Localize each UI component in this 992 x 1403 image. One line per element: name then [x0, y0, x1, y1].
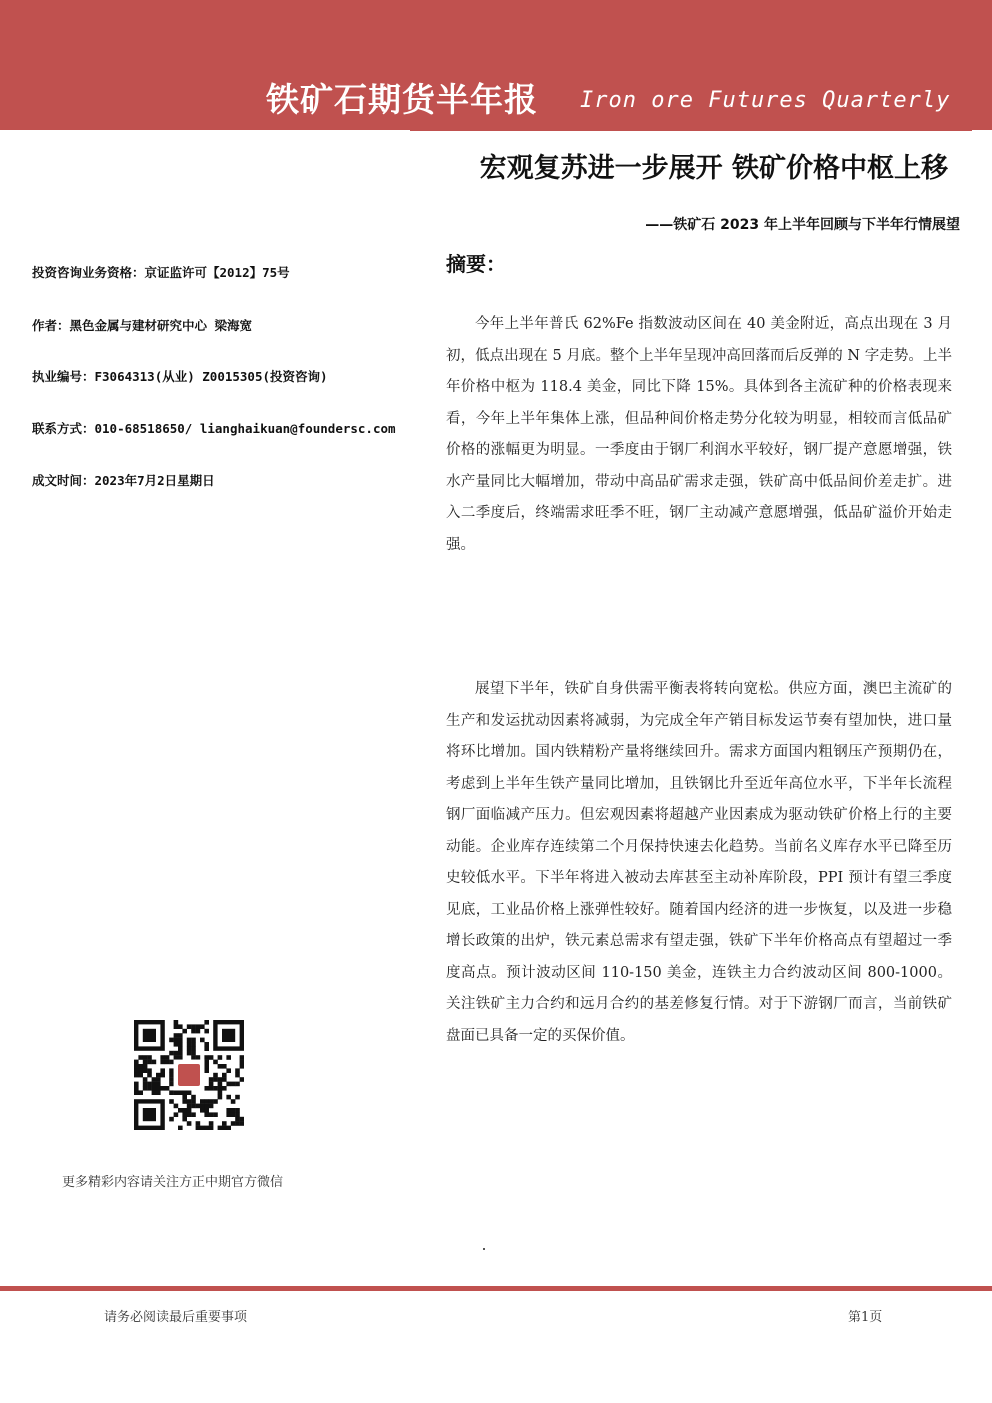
page-number: 第1页: [848, 1310, 883, 1325]
summary-title: 摘要：: [446, 252, 506, 276]
qr-caption: 更多精彩内容请关注方正中期官方微信: [62, 1175, 284, 1190]
footer-divider: [0, 1286, 992, 1291]
report-subheadline: ——铁矿石 2023 年上半年回顾与下半年行情展望: [645, 217, 960, 233]
meta-author: 作者：黑色金属与建材研究中心 梁海宽: [32, 318, 253, 333]
page-mark: [483, 1248, 485, 1250]
summary-paragraph-2: 展望下半年，铁矿自身供需平衡表将转向宽松。供应方面，澳巴主流矿的生产和发运扰动因素将减弱，为完成全年产销目标发运节奏有望加快，进口量将环比增加。国内铁精粉产量将继续回升。需求方面国内粗钢压产预期仍在，考虑到上半年生铁产量同比增加，且铁钢比升至近年高位水平，下半年长流程钢厂面临减产压力。但宏观因素将超越产业因素成为驱动铁矿价格上行的主要动能。企业库存连续第二个月保持快速去化趋势。当前名义库存水平已降至历史较低水平。下半年将进入被动去库甚至主动补库阶段，PPI 预计有望三季度见底，工业品价格上涨弹性较好。随着国内经济的进一步恢复，以及进一步稳增长政策的出炉，铁元素总需求有望走强，铁矿下半年价格高点有望超过一季度高点。预计波动区间 110-150 美金，连铁主力合约波动区间 800-1000。关注铁矿主力合约和远月合约的基差修复行情。对于下游钢厂而言，当前铁矿盘面已具备一定的买保价值。: [446, 681, 952, 1044]
report-series-title: 铁矿石期货半年报: [266, 80, 538, 119]
report-headline: 宏观复苏进一步展开 铁矿价格中枢上移: [479, 153, 948, 184]
meta-contact: 联系方式：010-68518650/ lianghaikuan@foundersc.com: [32, 421, 396, 436]
meta-registration: 执业编号：F3064313(从业) Z0015305(投资咨询): [32, 369, 328, 384]
summary-paragraph-1: 今年上半年普氏 62%Fe 指数波动区间在 40 美金附近，高点出现在 3 月初，低点出现在 5 月底。整个上半年呈现冲高回落而后反弹的 N 字走势。上半年价格中枢为 118.4 美金，同比下降 15%。具体到各主流矿种的价格表现来看，今年上半年集体上涨，但品种间价格走势分化较为明显，相较而言低品矿价格的涨幅更为明显。一季度由于钢厂利润水平较好，钢厂提产意愿增强，铁水产量同比大幅增加，带动中高品矿需求走强，铁矿高中低品间价差走扩。进入二季度后，终端需求旺季不旺，钢厂主动减产意愿增强，低品矿溢价开始走强。: [446, 316, 952, 553]
header-divider: [410, 130, 972, 131]
footer-notice: 请务必阅读最后重要事项: [104, 1310, 248, 1325]
qr-logo-icon: [178, 1064, 200, 1086]
wechat-qr-code[interactable]: [134, 1020, 244, 1130]
meta-license: 投资咨询业务资格：京证监许可【2012】75号: [32, 265, 290, 280]
meta-date: 成文时间：2023年7月2日星期日: [32, 473, 215, 488]
report-series-subtitle: Iron ore Futures Quarterly: [580, 88, 951, 113]
header-banner: [0, 0, 992, 130]
